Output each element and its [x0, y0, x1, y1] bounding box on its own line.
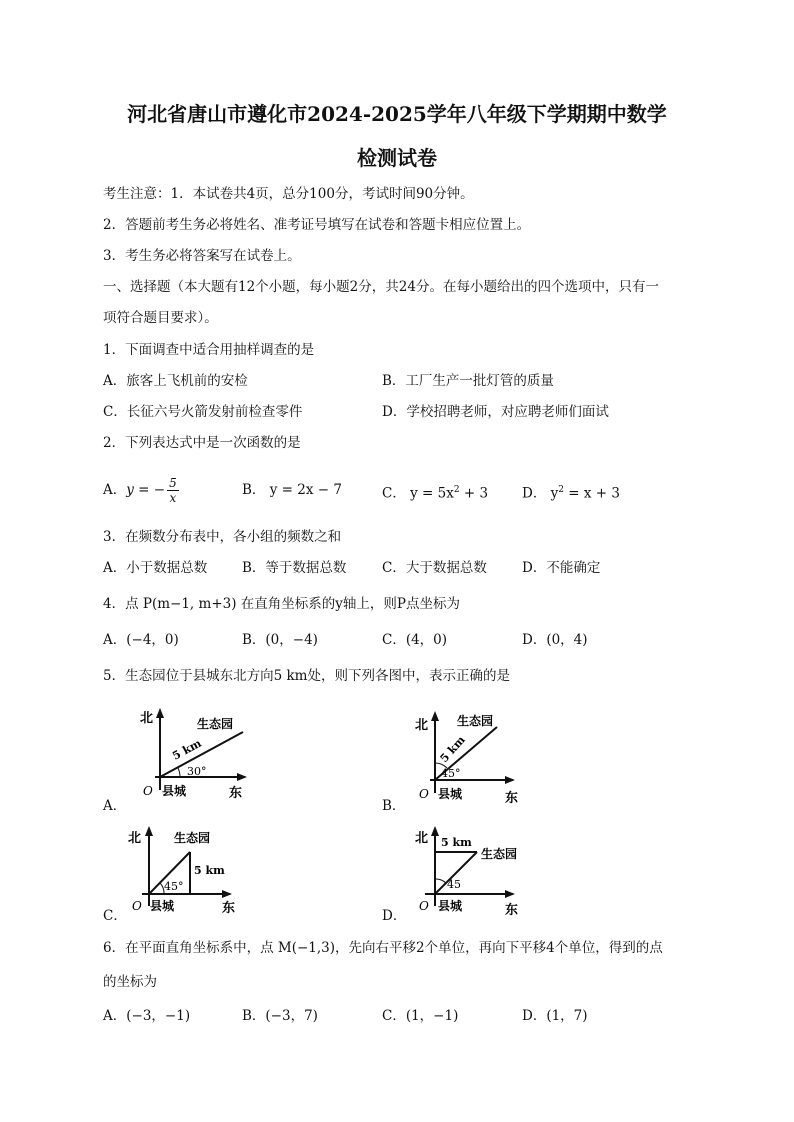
north-label: 北 — [415, 718, 429, 733]
origin-label: O — [132, 899, 142, 913]
north-label: 北 — [128, 831, 142, 846]
angle-arc — [178, 768, 180, 777]
distance-label: 5 km — [170, 736, 204, 763]
q6-option-d: D．(1，7) — [522, 1008, 588, 1024]
q5-option-b-label: B． — [382, 798, 406, 814]
q2-option-d-exponent: 2 — [558, 485, 564, 495]
q5-figure-b — [405, 705, 525, 805]
q3-option-a: A．小于数据总数 — [103, 560, 208, 576]
q2-option-c — [382, 480, 488, 504]
north-arrow — [156, 708, 164, 718]
q1-option-d: D．学校招聘老师，对应聘老师们面试 — [382, 404, 609, 420]
q5-figure-a — [125, 702, 255, 802]
exam-title-line2: 检测试卷 — [357, 146, 437, 170]
county-label: 县城 — [150, 899, 175, 913]
east-label: 东 — [505, 791, 519, 805]
q4-option-a: A．(−4，0) — [103, 632, 179, 648]
north-arrow — [431, 711, 439, 721]
q5-figure-c — [122, 822, 252, 917]
distance-label: 5 km — [194, 864, 225, 877]
distance-label: 5 km — [437, 733, 468, 766]
angle-label: 30° — [187, 765, 207, 778]
county-label: 县城 — [438, 899, 463, 913]
q1-option-a: A．旅客上飞机前的安检 — [103, 373, 248, 389]
east-label: 东 — [505, 903, 519, 917]
county-label: 县城 — [162, 784, 187, 798]
q2-option-a-fraction — [167, 476, 179, 505]
q1-option-c: C．长征六号火箭发射前检查零件 — [103, 404, 303, 420]
exam-title-line1: 河北省唐山市遵化市2024-2025学年八年级下学期期中数学 — [127, 102, 667, 126]
question-6-stem-line2: 的坐标为 — [103, 974, 157, 990]
question-3-stem: 3．在频数分布表中，各小组的频数之和 — [103, 529, 342, 545]
q4-option-d: D．(0，4) — [522, 632, 588, 648]
north-label: 北 — [415, 831, 429, 846]
question-2-stem: 2．下列表达式中是一次函数的是 — [103, 435, 301, 451]
q5-option-a-label: A． — [103, 798, 127, 814]
origin-label: O — [419, 899, 429, 913]
park-label: 生态园 — [174, 831, 211, 845]
q4-option-c: C．(4，0) — [382, 632, 448, 648]
note-2: 2．答题前考生务必将姓名、准考证号填写在试卷和答题卡相应位置上。 — [103, 217, 531, 233]
park-label: 生态园 — [457, 714, 494, 728]
note-1: 考生注意：1．本试卷共4页，总分100分，考试时间90分钟。 — [103, 186, 474, 202]
q6-option-c: C．(1，−1) — [382, 1008, 459, 1024]
east-label: 东 — [222, 901, 236, 916]
q3-option-b: B．等于数据总数 — [242, 560, 347, 576]
q2-option-d-suffix: = x + 3 — [563, 485, 620, 502]
q2-option-d — [522, 480, 620, 504]
note-3: 3．考生务必将答案写在试卷上。 — [103, 248, 301, 264]
q2-option-a-denominator: x — [169, 491, 177, 505]
east-label: 东 — [229, 786, 243, 801]
q5-figure-d — [405, 822, 535, 917]
question-4-stem: 4．点 P(m−1, m+3) 在直角坐标系的y轴上，则P点坐标为 — [103, 596, 460, 612]
q2-option-c-exponent: 2 — [453, 485, 460, 495]
north-label: 北 — [140, 711, 154, 726]
q2-option-a-lhs: y = − — [126, 482, 166, 498]
q2-option-a-numerator: 5 — [169, 476, 177, 490]
q2-option-d-text: D． y — [522, 485, 559, 502]
q2-option-c-text: C． y = 5x — [382, 485, 454, 502]
east-arrow — [505, 776, 515, 784]
north-arrow — [431, 826, 439, 836]
east-arrow — [505, 890, 515, 898]
county-label: 县城 — [438, 787, 463, 801]
angle-label: 45 — [447, 878, 461, 891]
q6-option-b: B．(−3，7) — [242, 1008, 318, 1024]
q4-option-b: B．(0，−4) — [242, 632, 318, 648]
question-5-stem: 5．生态园位于县城东北方向5 km处，则下列各图中，表示正确的是 — [103, 668, 510, 684]
question-1-stem: 1．下面调查中适合用抽样调查的是 — [103, 342, 315, 358]
distance-label: 5 km — [441, 836, 472, 849]
q5-option-d-label: D． — [382, 908, 407, 924]
angle-label: 45° — [441, 767, 461, 780]
q1-option-b: B．工厂生产一批灯管的质量 — [382, 373, 554, 389]
park-label: 生态园 — [197, 717, 234, 731]
question-6-stem-line1: 6．在平面直角坐标系中，点 M(−1,3)，先向右平移2个单位，再向下平移4个单位，得到的点 — [103, 940, 663, 956]
angle-arc — [435, 879, 446, 883]
q6-option-a: A．(−3，−1) — [103, 1008, 191, 1024]
q2-option-c-suffix: + 3 — [459, 485, 489, 502]
east-arrow — [222, 890, 232, 898]
origin-label: O — [419, 787, 429, 801]
q2-option-b: B． y = 2x − 7 — [242, 482, 342, 498]
section-heading-line2: 项符合题目要求）。 — [103, 310, 218, 326]
q2-option-a — [103, 468, 179, 512]
angle-label: 45° — [164, 880, 184, 893]
q2-option-a-prefix: A． — [103, 482, 127, 498]
q3-option-d: D．不能确定 — [522, 560, 601, 576]
origin-label: O — [143, 784, 153, 798]
east-arrow — [237, 773, 247, 781]
park-label: 生态园 — [481, 847, 518, 861]
q5-option-c-label: C． — [103, 908, 127, 924]
north-arrow — [145, 826, 153, 836]
section-heading-line1: 一、选择题（本大题有12个小题，每小题2分，共24分。在每小题给出的四个选项中，只有一 — [103, 279, 659, 295]
q3-option-c: C．大于数据总数 — [382, 560, 487, 576]
